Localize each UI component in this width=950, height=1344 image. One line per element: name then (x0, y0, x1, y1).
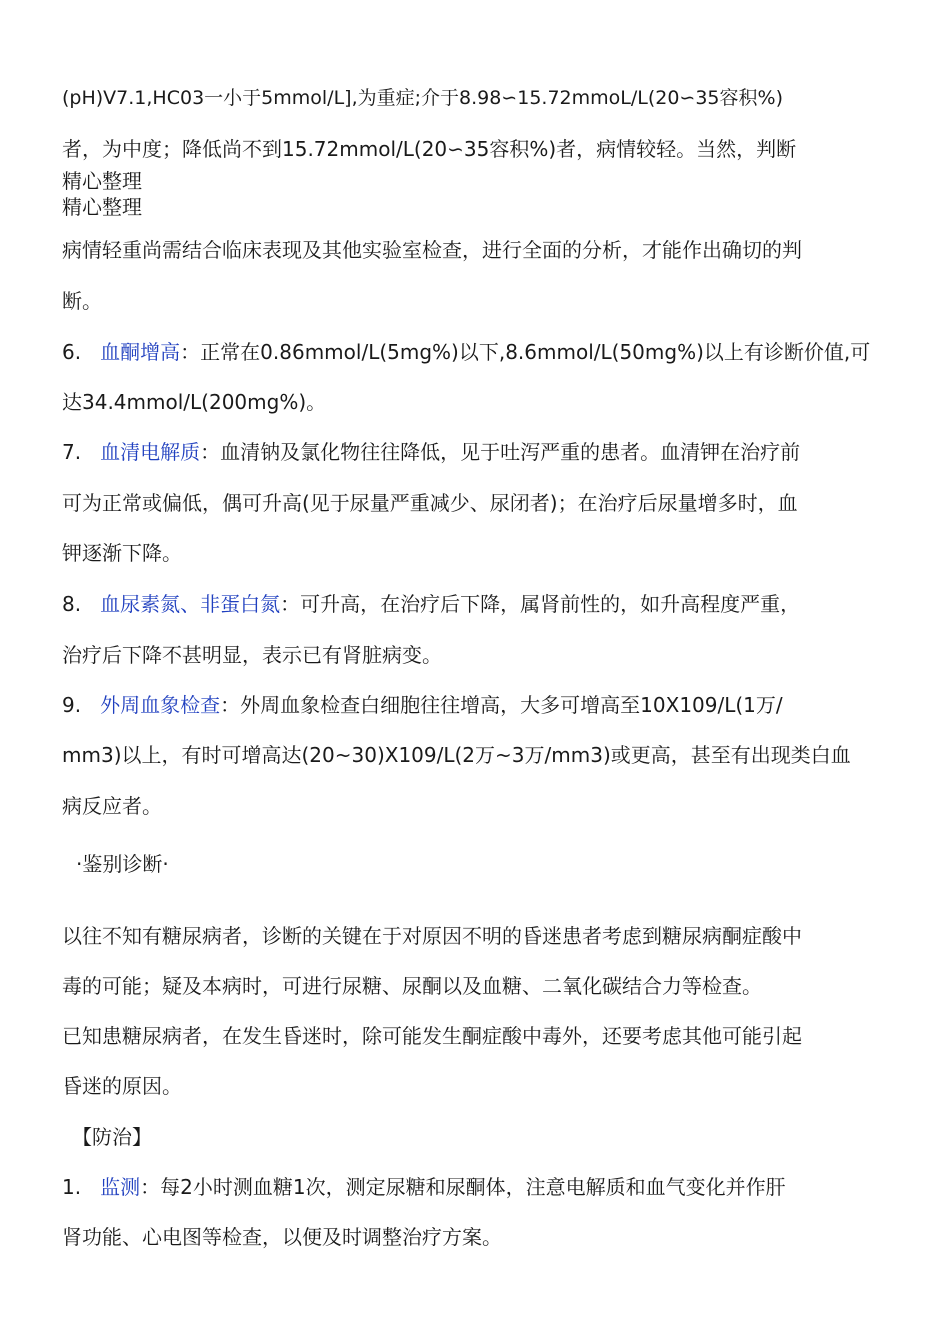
list-text: ：正常在0.86mmol/L(5mg%)以下,8.6mmol/L(50mg%)以上有诊断价值,可 (180, 340, 871, 364)
section-heading: 【防治】 (72, 1125, 152, 1149)
text-line: (pH)V7.1,HC03一小于5mmol/L],为重症;介于8.98∽15.72mmoL/L(20∽35容积%) (62, 87, 783, 109)
list-number: 8. (62, 592, 82, 616)
section-heading: ·鉴别诊断· (76, 852, 169, 876)
text-line: 昏迷的原因。 (62, 1074, 182, 1098)
list-text: ：外周血象检查白细胞往往增高，大多可增高至10X109/L(1万/ (220, 693, 783, 717)
list-item-9 (62, 692, 783, 718)
list-number: 1. (62, 1175, 82, 1199)
list-number: 6. (62, 340, 82, 364)
list-heading: 外周血象检查 (100, 693, 221, 717)
list-heading: 血清电解质 (100, 440, 201, 464)
text-line: 肾功能、心电图等检查，以便及时调整治疗方案。 (62, 1225, 502, 1249)
list-number: 7. (62, 440, 82, 464)
list-heading: 血尿素氮、非蛋白氮 (100, 592, 281, 616)
list-number: 9. (62, 693, 82, 717)
text-line: 达34.4mmol/L(200mg%)。 (62, 390, 327, 414)
list-heading: 血酮增高 (100, 340, 181, 364)
text-line: 病情轻重尚需结合临床表现及其他实验室检查，进行全面的分析，才能作出确切的判 (62, 238, 802, 262)
list-item-6 (62, 339, 870, 365)
list-text: ：可升高，在治疗后下降，属肾前性的，如升高程度严重， (280, 592, 801, 616)
watermark-text: 精心整理 (62, 195, 142, 219)
text-line: 者，为中度；降低尚不到15.72mmol/L(20∽35容积%)者，病情较轻。当然，判断 (62, 137, 797, 161)
list-item-8 (62, 591, 800, 617)
text-line: mm3)以上，有时可增高达(20~30)X109/L(2万~3万/mm3)或更高，甚至有出现类白血 (62, 743, 851, 767)
text-line: 毒的可能；疑及本病时，可进行尿糖、尿酮以及血糖、二氧化碳结合力等检查。 (62, 974, 762, 998)
list-text: ：血清钠及氯化物往往降低，见于吐泻严重的患者。血清钾在治疗前 (200, 440, 801, 464)
watermark-text: 精心整理 (62, 169, 142, 193)
text-line: 钾逐渐下降。 (62, 541, 182, 565)
text-line: 已知患糖尿病者，在发生昏迷时，除可能发生酮症酸中毒外，还要考虑其他可能引起 (62, 1024, 802, 1048)
list-text: ：每2小时测血糖1次，测定尿糖和尿酮体，注意电解质和血气变化并作肝 (140, 1175, 786, 1199)
list-heading: 监测 (100, 1175, 141, 1199)
text-line: 治疗后下降不甚明显，表示已有肾脏病变。 (62, 643, 442, 667)
list-item-7 (62, 439, 800, 465)
text-line: 病反应者。 (62, 794, 162, 818)
text-line: 以往不知有糖尿病者，诊断的关键在于对原因不明的昏迷患者考虑到糖尿病酮症酸中 (62, 924, 802, 948)
list-item-1 (62, 1174, 786, 1200)
text-line: 断。 (62, 289, 102, 313)
text-line: 可为正常或偏低，偶可升高(见于尿量严重减少、尿闭者)；在治疗后尿量增多时，血 (62, 491, 798, 515)
